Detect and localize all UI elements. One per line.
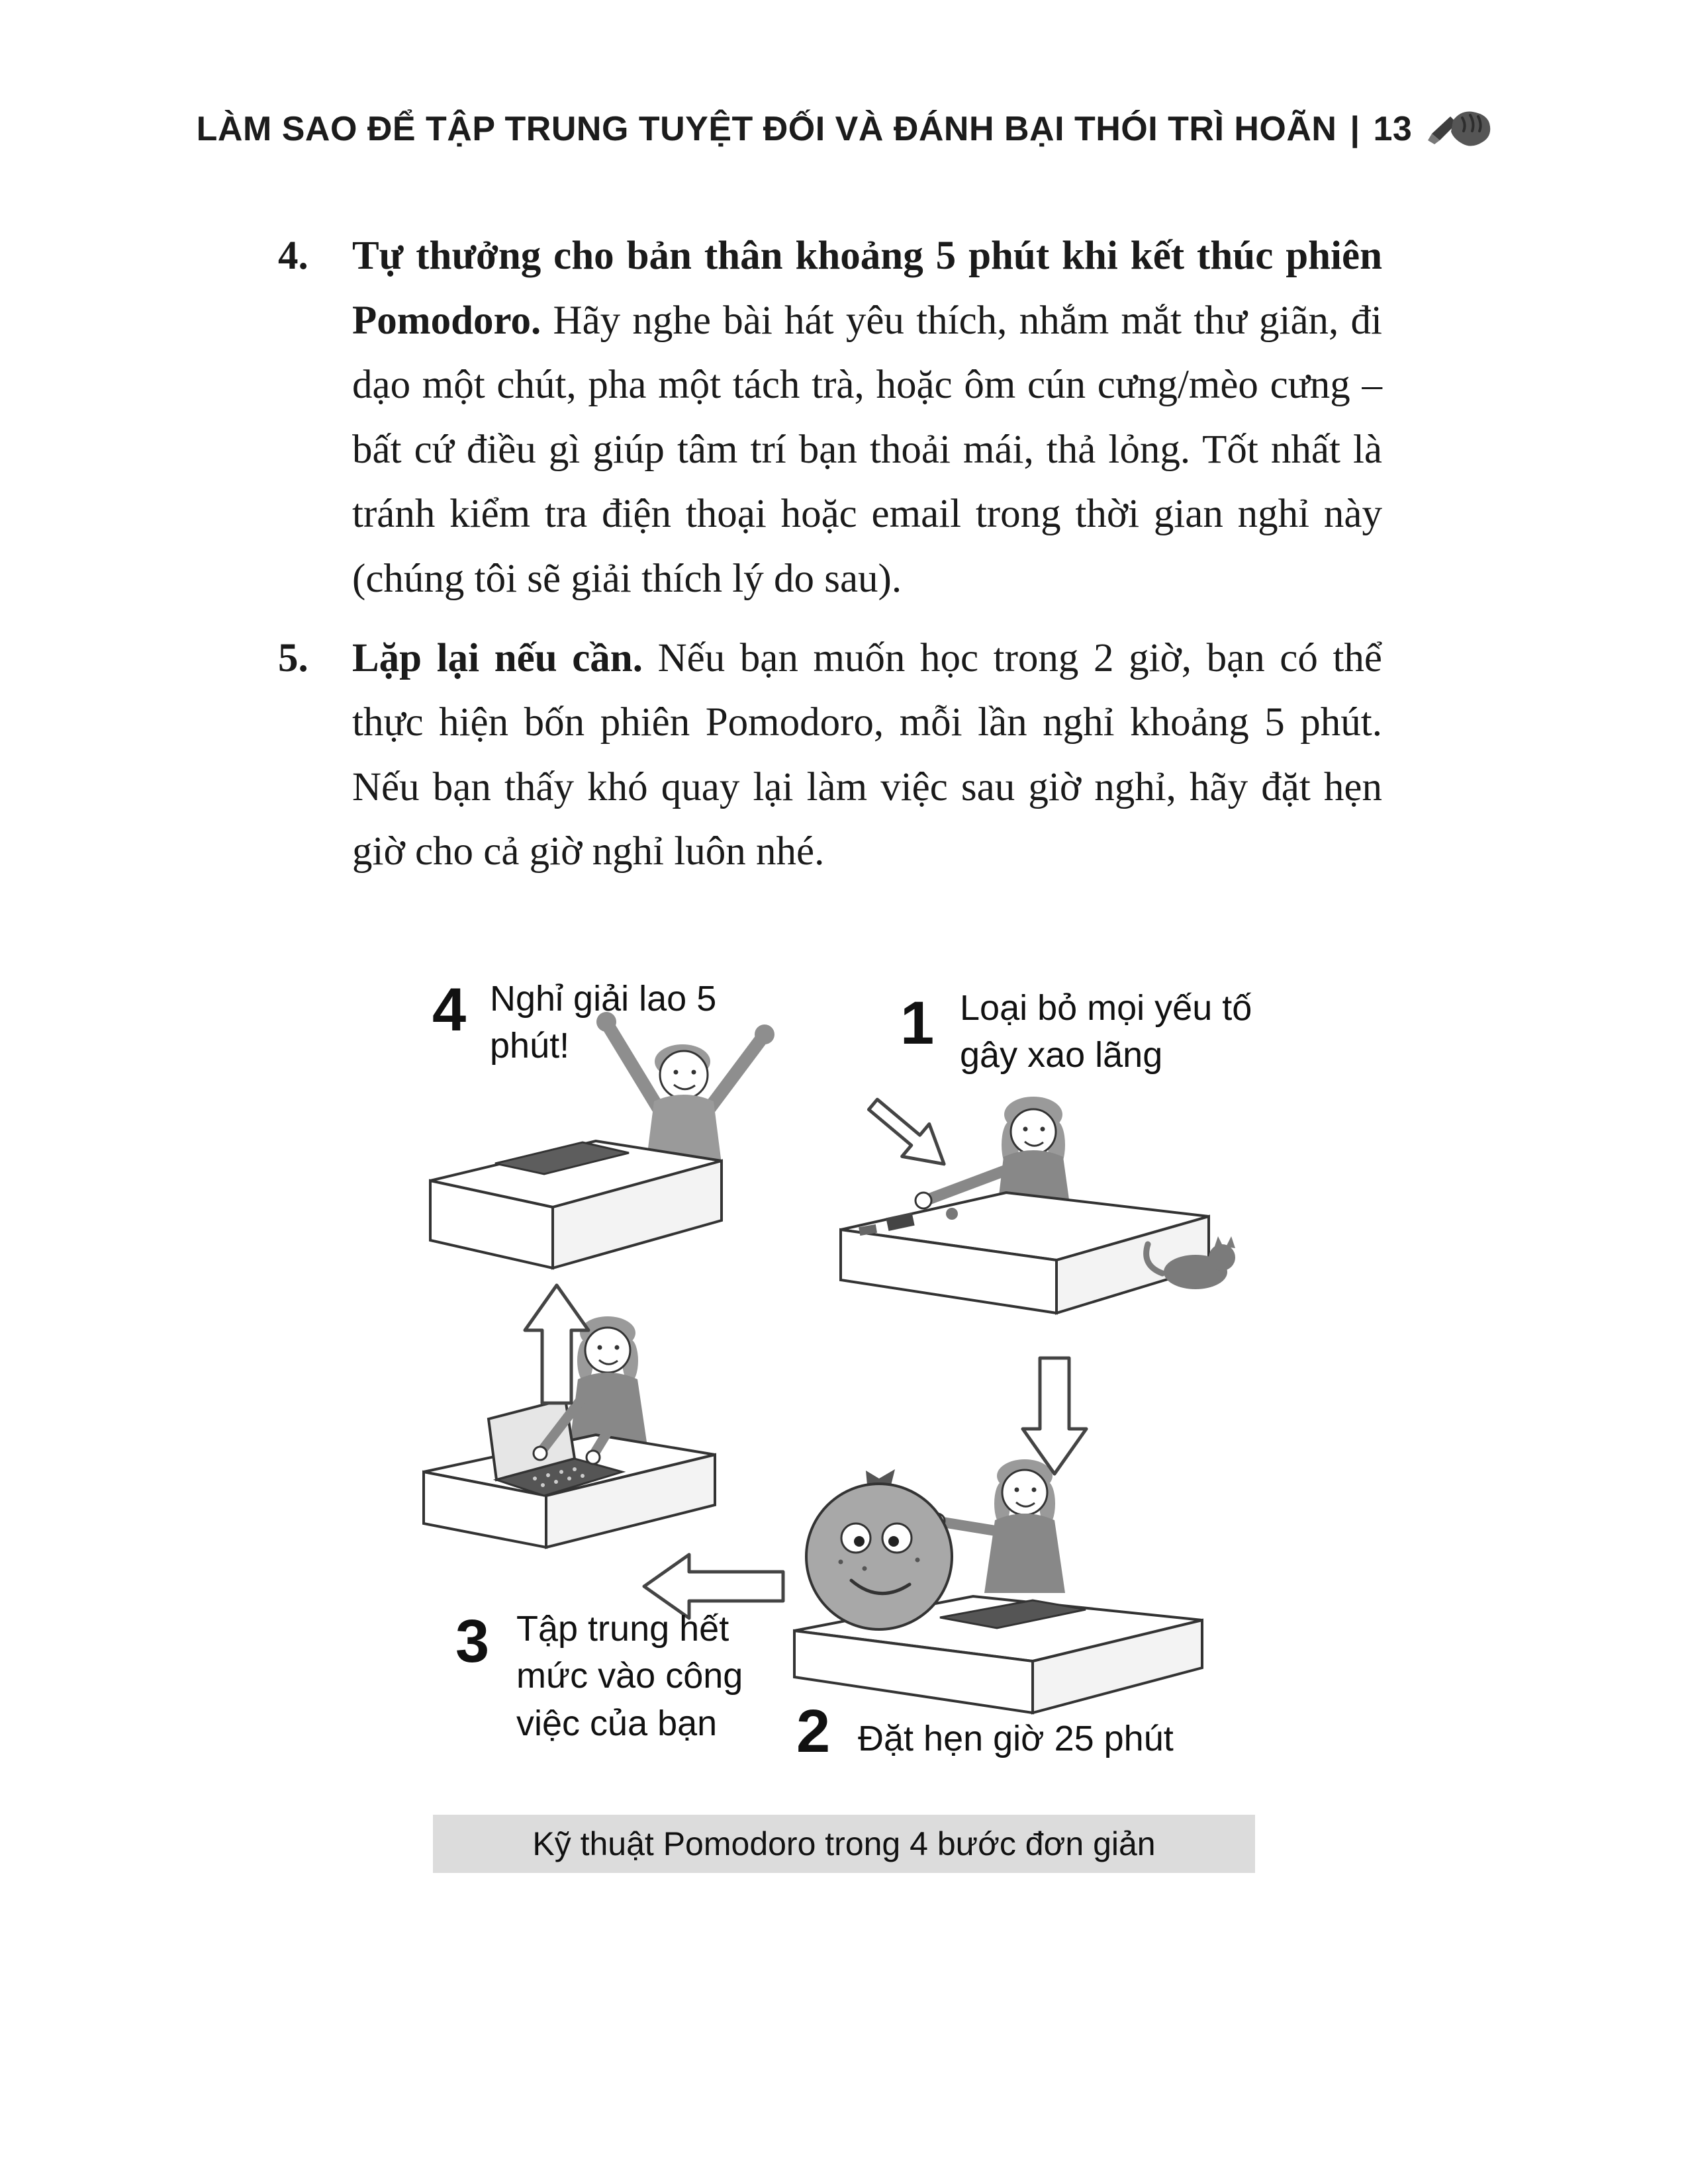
- step-number-2: 2: [796, 1698, 831, 1765]
- list-item-number: 5.: [278, 635, 308, 680]
- step-number-3: 3: [455, 1608, 490, 1675]
- arrow-start-to-step1: [859, 1088, 957, 1180]
- list-item-body: Nếu bạn muốn học trong 2 giờ, bạn có thể thực hiện bốn phiên Pomodoro, mỗi lần nghỉ khoảng 5 phút. Nếu bạn thấy khó quay lại làm việc sau giờ nghỉ, hãy đặt hẹn giờ cho cả giờ nghỉ luôn nhé.: [352, 635, 1382, 874]
- running-head-title: LÀM SAO ĐỂ TẬP TRUNG TUYỆT ĐỐI VÀ ĐÁNH BẠI THÓI TRÌ HOÃN: [196, 110, 1337, 148]
- list-item-text: [352, 224, 1382, 612]
- step-label-break: Nghỉ giải lao 5 phút!: [490, 979, 717, 1066]
- list-item: [278, 626, 1382, 884]
- step-number-1: 1: [900, 989, 935, 1057]
- figure-caption: Kỹ thuật Pomodoro trong 4 bước đơn giản: [433, 1815, 1255, 1873]
- list-item-text: [352, 626, 1382, 884]
- page-number: 13: [1373, 110, 1413, 148]
- list-item: [278, 224, 1382, 612]
- pomodoro-cycle-figure: [396, 961, 1309, 1765]
- header-separator: |: [1350, 110, 1360, 148]
- page-header: [0, 105, 1688, 154]
- arrow-step1-to-step2: [1023, 1358, 1086, 1474]
- writing-hand-icon: [1428, 105, 1491, 154]
- step-number-4: 4: [432, 976, 467, 1044]
- list-item-lead: Lặp lại nếu cần.: [352, 635, 643, 680]
- page-body: [278, 224, 1382, 899]
- step-label-remove-distractions: Loại bỏ mọi yếu tố gây xao lãng: [960, 988, 1252, 1075]
- list-item-body: Hãy nghe bài hát yêu thích, nhắm mắt thư giãn, đi dạo một chút, pha một tách trà, hoặc ôm cún cưng/mèo cưng – bất cứ điều gì giúp tâm trí bạn thoải mái, thả lỏng. Tốt nhất là tránh kiểm tra điện thoại hoặc email trong thời gian nghỉ này (chúng tôi sẽ giải thích lý do sau).: [352, 298, 1383, 601]
- scene-set-timer: [794, 1459, 1202, 1713]
- step-label-set-timer: Đặt hẹn giờ 25 phút: [858, 1719, 1174, 1758]
- step-label-focus: Tập trung hết mức vào công việc của bạn: [516, 1609, 743, 1743]
- list-item-lead: Tự thưởng cho bản thân khoảng 5 phút khi kết thúc phiên Pomodoro.: [352, 234, 1382, 343]
- list-item-number: 4.: [278, 234, 308, 278]
